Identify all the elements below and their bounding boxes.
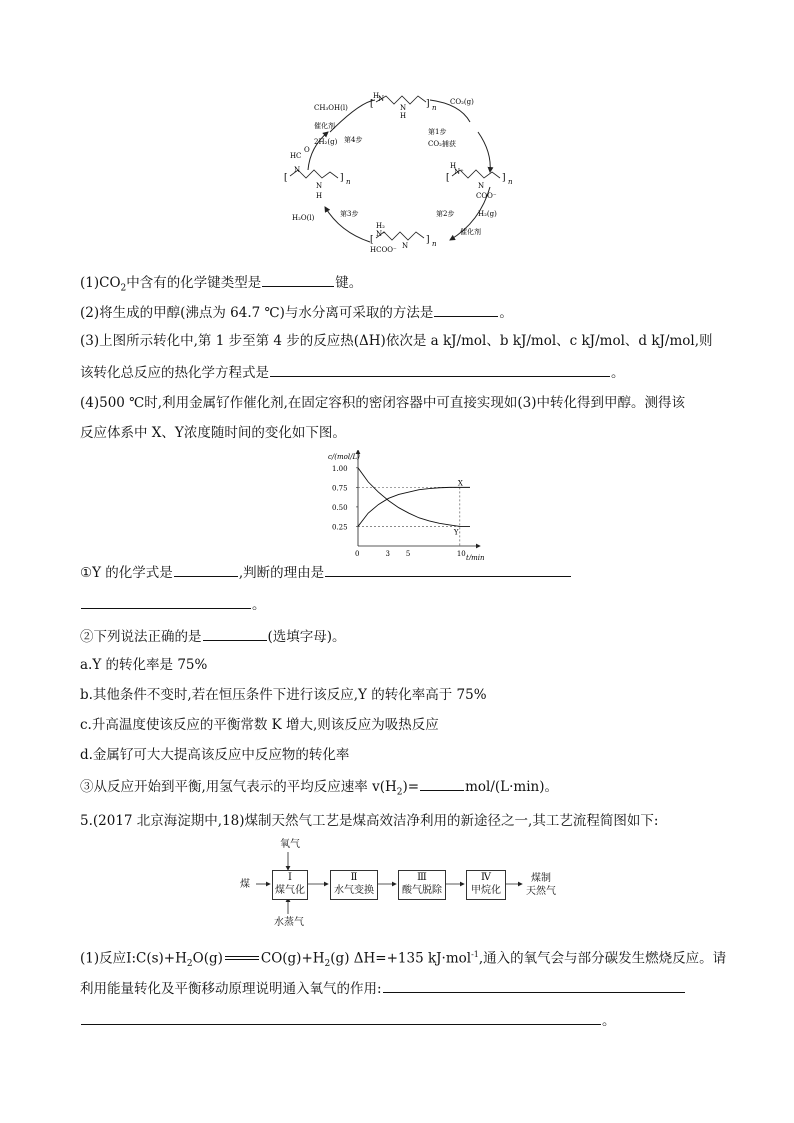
series-line-y — [358, 468, 470, 527]
label-co2g: CO₂(g) — [450, 98, 474, 106]
flow-steam: 水蒸气 — [274, 917, 304, 928]
answer-blank-5-1-cont[interactable] — [81, 1010, 601, 1025]
series-label-y: Y — [453, 528, 459, 537]
svg-text:[: [ — [284, 173, 288, 183]
x-tick-label: 0 — [355, 550, 360, 558]
label-catalyst-2: 催化剂 — [460, 228, 481, 236]
equilibrium-sign — [225, 956, 259, 960]
svg-text:N⁺: N⁺ — [376, 230, 386, 238]
label-step4: 第4步 — [344, 136, 363, 144]
svg-text:H: H — [373, 92, 380, 100]
answer-blank-choice[interactable] — [203, 626, 267, 641]
svg-text:]: ] — [502, 173, 506, 183]
label-step2: 第2步 — [436, 210, 455, 218]
x-tick-label: 3 — [385, 550, 391, 558]
svg-text:N: N — [378, 95, 385, 103]
polymer-right — [446, 162, 513, 200]
svg-text:n: n — [432, 104, 437, 112]
question-5-1-line-3: 。 — [80, 1010, 616, 1030]
question-4-sub-3: ③从反应开始到平衡,用氢气表示的平均反应速率 $v(H_2)= mol/(L\cdot\min)$。 — [80, 776, 558, 802]
y-tick-label: 0.75 — [332, 484, 348, 493]
option-c: c.升高温度使该反应的平衡常数 K 增大,则该反应为吸热反应 — [80, 717, 439, 733]
polymer-bottom — [370, 222, 437, 252]
y-tick-label: 0.25 — [332, 523, 348, 532]
answer-blank-reason-2[interactable] — [81, 594, 251, 609]
question-2: (2)将生成的甲醇(沸点为 64.7 ℃)与水分离可采取的方法是 。 — [80, 302, 513, 322]
flow-box-water-gas-shift: Ⅱ 水气变换 — [330, 870, 378, 900]
reaction-cycle-diagram — [270, 92, 530, 252]
question-1: $(1)CO_2$中含有的化学键类型是 键。 — [80, 272, 362, 298]
x-axis-label: t/min — [466, 554, 485, 560]
label-2h2: 2H₂(g) — [314, 138, 338, 146]
svg-text:C: C — [296, 152, 302, 160]
svg-text:N⁺: N⁺ — [454, 168, 464, 176]
svg-text:N: N — [294, 166, 301, 174]
svg-text:O: O — [304, 146, 310, 154]
svg-text:H: H — [316, 192, 323, 200]
svg-text:[: [ — [446, 173, 450, 183]
option-a: a.Y 的转化率是 75% — [80, 657, 208, 673]
svg-text:H: H — [400, 112, 407, 120]
label-catalyst-4: 催化剂 — [314, 122, 335, 130]
label-h2o: H₂O(l) — [292, 214, 315, 222]
y-axis-label: c/(mol/L) — [328, 453, 360, 461]
option-d: d.金属钌可大大提高该反应中反应物的转化率 — [80, 747, 350, 763]
svg-text:]: ] — [426, 99, 430, 109]
question-5: 5.(2017 北京海淀期中,18)煤制天然气工艺是煤高效洁净利用的新途径之一,其工艺流程简图如下: — [80, 813, 659, 829]
answer-blank-3[interactable] — [270, 362, 610, 377]
answer-blank-2[interactable] — [434, 302, 498, 317]
svg-text:n: n — [346, 178, 351, 186]
svg-text:[: [ — [370, 99, 374, 109]
question-4-line-2: 反应体系中 X、Y浓度随时间的变化如下图。 — [80, 425, 346, 441]
svg-text:N: N — [402, 242, 409, 250]
svg-text:N: N — [316, 182, 323, 190]
label-co2-capture: CO₂捕获 — [428, 140, 456, 148]
question-4-line-1: (4)500 ℃时,利用金属钌作催化剂,在固定容积的密闭容器中可直接实现如(3)中转化得到甲醇。测得该 — [80, 395, 685, 411]
question-5-1-line-2: 利用能量转化及平衡移动原理说明通入氧气的作用: — [80, 978, 686, 998]
label-step3: 第3步 — [340, 210, 359, 218]
x-tick-label: 5 — [405, 550, 411, 558]
flow-box-methanation: Ⅳ 甲烷化 — [466, 870, 506, 900]
question-5-1-line-1: (1)反应$Ⅰ:C(s)+H_2O(g)$ $CO(g)+H_2(g)$ ΔH=+135 kJ·mol$^{-1}$,通入的氧气会与部分碳发生燃烧反应。请 — [80, 950, 727, 970]
svg-text:H: H — [450, 162, 457, 170]
answer-blank-formula[interactable] — [174, 562, 238, 577]
option-b: b.其他条件不变时,若在恒压条件下进行该反应,Y 的转化率高于 75% — [80, 687, 487, 703]
svg-text:N: N — [400, 104, 407, 112]
svg-text:H: H — [290, 152, 297, 160]
polymer-left — [284, 146, 351, 200]
svg-text:COO⁻: COO⁻ — [476, 192, 497, 200]
answer-blank-rate[interactable] — [420, 776, 464, 791]
flow-oxygen: 氧气 — [280, 839, 300, 850]
question-4-sub-1: ①Y 的化学式是 ,判断的理由是 — [80, 562, 572, 582]
svg-text:]: ] — [340, 173, 344, 183]
label-h2g: H₂(g) — [478, 210, 497, 218]
svg-text:n: n — [508, 178, 513, 186]
answer-blank-1[interactable] — [262, 272, 334, 287]
y-tick-label: 0.50 — [332, 503, 348, 512]
question-3-line-2: 该转化总反应的热化学方程式是 。 — [80, 362, 625, 382]
label-ch3oh: CH₃OH(l) — [314, 104, 348, 112]
svg-text:]: ] — [426, 235, 430, 245]
x-tick-label: 10 — [456, 550, 466, 558]
question-3-line-1: (3)上图所示转化中,第 1 步至第 4 步的反应热(ΔH)依次是 a kJ/mol、b kJ/mol、c kJ/mol、d kJ/mol,则 — [80, 333, 713, 349]
flow-output: 煤制 天然气 — [526, 873, 556, 897]
series-line-x — [358, 487, 470, 526]
svg-text:H₂: H₂ — [376, 222, 385, 230]
answer-blank-reason[interactable] — [325, 562, 571, 577]
svg-text:N: N — [478, 182, 485, 190]
label-step1: 第1步 — [428, 128, 447, 136]
flow-coal: 煤 — [240, 879, 250, 890]
polymer-top — [370, 92, 437, 120]
question-4-sub-1-cont: 。 — [80, 594, 266, 614]
svg-text:HCOO⁻: HCOO⁻ — [370, 246, 397, 252]
concentration-time-chart — [320, 450, 490, 560]
flow-box-acid-gas-removal: Ⅲ 酸气脱除 — [398, 870, 446, 900]
flow-box-gasification: Ⅰ 煤气化 — [272, 870, 308, 900]
svg-text:n: n — [432, 240, 437, 248]
svg-text:[: [ — [370, 235, 374, 245]
answer-blank-5-1[interactable] — [383, 978, 685, 993]
process-flow-diagram — [240, 838, 580, 928]
series-label-x: X — [457, 479, 463, 488]
question-4-sub-2: ②下列说法正确的是 (选填字母)。 — [80, 626, 346, 646]
y-tick-label: 1.00 — [332, 464, 348, 473]
